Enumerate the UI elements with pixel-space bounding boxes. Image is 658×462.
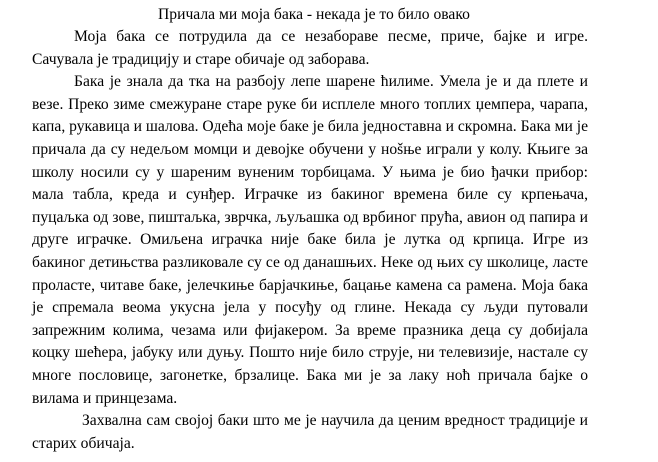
paragraph-body: Бака је знала да тка на разбоју лепе шарене ћилиме. Умела је и да плете и везе. Преко зиме смежуране старе руке би исплеле много топлих џемпера, чарапа, капа, рукавица и шалова. Одећа моје баке је била једноставна и скромна. Бака ми је причала да су недељом момци и девојке обучени у нošње играли у колу. Књиге за школу носили су у шареним вуненим торбицама. У њима је био ђачки прибор: мала табла, креда и сунђер. Играчке из бакиног времена биле су крпењача, пуцаљка од зове, пиштаљка, зврчка, љуљашка од врбиног прућа, авион од папира и друге играчке. Омиљена играчка није баке била је лутка од крпица. Игре из бакиног детињства разликовале су се од данашњих. Неке од њих су школице, ласте проласте, читаве баке, јелечкиње барјачкиње, бацање камена са рамена. Моја бака је спремала веома укусна јела у посуђу од глине. Некада су људи путовали запрежним колима, чезама или фијакером. За време празника деца су добијала коцку шећера, јабуку или дуњу. Пошто није било струје, ни телевизије, настале су многе пословице, загонетке, брзалице. Бака ми је за лаку ноћ причала бајке о вилама и принцезама. — [32, 73, 588, 407]
paragraph-conclusion: Захвална сам својој баки што ме је научила да ценим вредност традиције и старих обичаја. — [32, 412, 588, 452]
paragraph-intro: Моја бака се потрудила да се незаборaве песме, приче, бајке и игре. Сачувала је традицију и старе обичаје од заборава. — [32, 28, 588, 68]
document-page — [32, 4, 588, 455]
document-title: Причала ми моја бака - некада је то било овако — [158, 6, 470, 23]
